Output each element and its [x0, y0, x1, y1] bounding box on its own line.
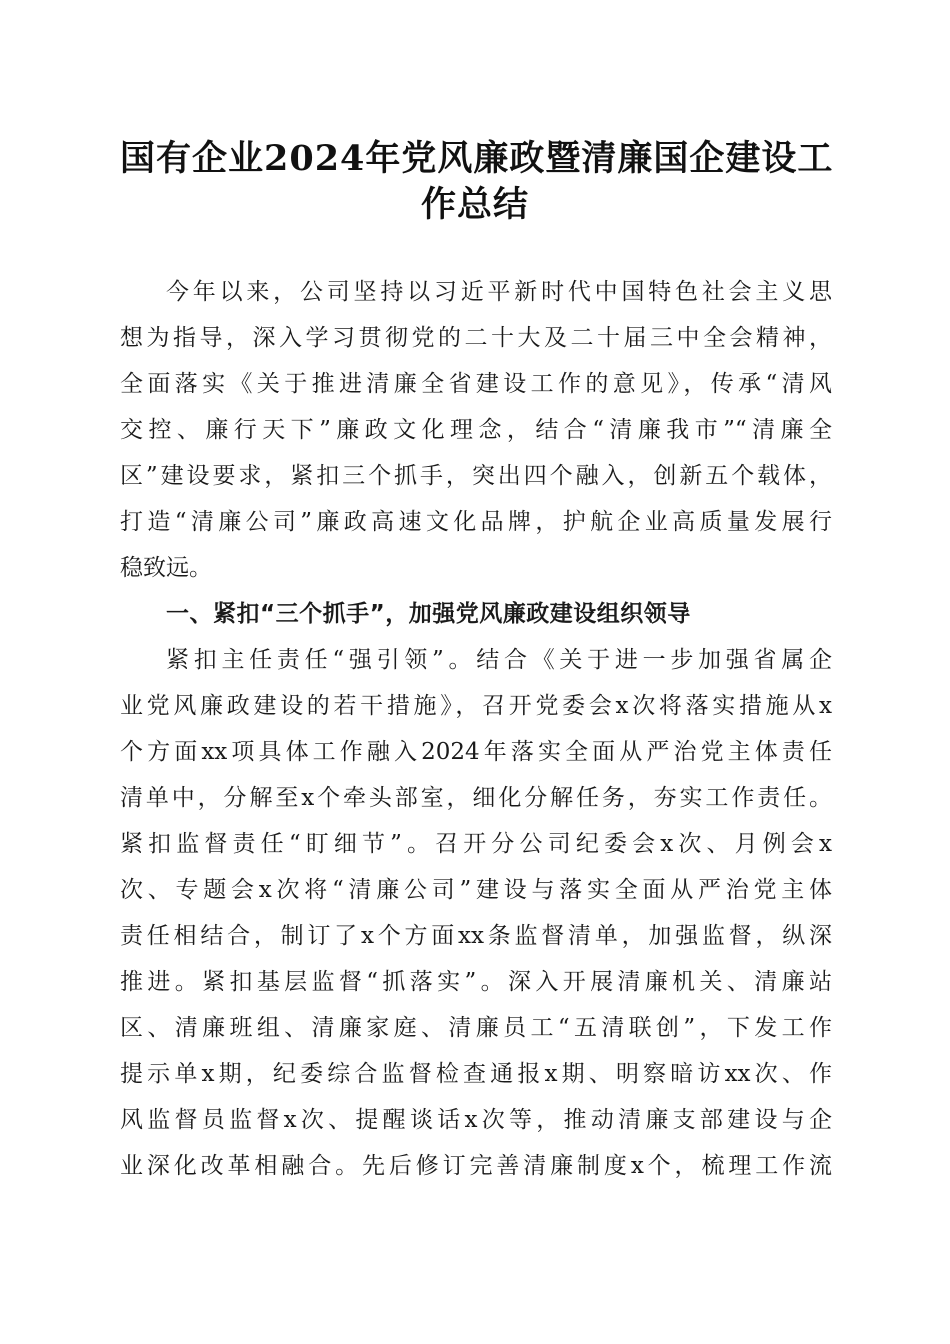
paragraph-line: 责任相结合，制订了x个方面xx条监督清单，加强监督，纵深	[120, 923, 832, 949]
paragraph-line: 业党风廉政建设的若干措施》，召开党委会x次将落实措施从x	[120, 693, 832, 719]
section-heading: 一、紧扣“三个抓手”，加强党风廉政建设组织领导	[166, 601, 691, 627]
paragraph-line: 紧扣监督责任“盯细节”。召开分公司纪委会x次、月例会x	[120, 831, 832, 857]
paragraph-line: 全面落实《关于推进清廉全省建设工作的意见》，传承“清风	[120, 371, 832, 397]
paragraph-line: 区、清廉班组、清廉家庭、清廉员工“五清联创”，下发工作	[120, 1015, 832, 1041]
paragraph-line: 清单中，分解至x个牵头部室，细化分解任务，夯实工作责任。	[120, 785, 832, 811]
document-title-line-1: 国有企业2024年党风廉政暨清廉国企建设工	[120, 138, 834, 179]
paragraph-line: 稳致远。	[120, 555, 212, 581]
paragraph-line: 今年以来，公司坚持以习近平新时代中国特色社会主义思	[166, 279, 832, 305]
paragraph-line: 推进。紧扣基层监督“抓落实”。深入开展清廉机关、清廉站	[120, 969, 832, 995]
paragraph-line: 业深化改革相融合。先后修订完善清廉制度x个，梳理工作流	[120, 1153, 832, 1179]
paragraph-line: 次、专题会x次将“清廉公司”建设与落实全面从严治党主体	[120, 877, 832, 903]
paragraph-line: 打造“清廉公司”廉政高速文化品牌，护航企业高质量发展行	[120, 509, 832, 535]
paragraph-line: 区”建设要求，紧扣三个抓手，突出四个融入，创新五个载体，	[120, 463, 832, 489]
paragraph-line: 风监督员监督x次、提醒谈话x次等，推动清廉支部建设与企	[120, 1107, 832, 1133]
paragraph-line: 个方面xx项具体工作融入2024年落实全面从严治党主体责任	[120, 739, 832, 765]
paragraph-line: 想为指导，深入学习贯彻党的二十大及二十届三中全会精神，	[120, 325, 832, 351]
paragraph-line: 交控、廉行天下”廉政文化理念，结合“清廉我市”“清廉全	[120, 417, 832, 443]
paragraph-line: 紧扣主任责任“强引领”。结合《关于进一步加强省属企	[166, 647, 832, 673]
paragraph-line: 提示单x期，纪委综合监督检查通报x期、明察暗访xx次、作	[120, 1061, 832, 1087]
document-title-line-2: 作总结	[420, 184, 529, 225]
